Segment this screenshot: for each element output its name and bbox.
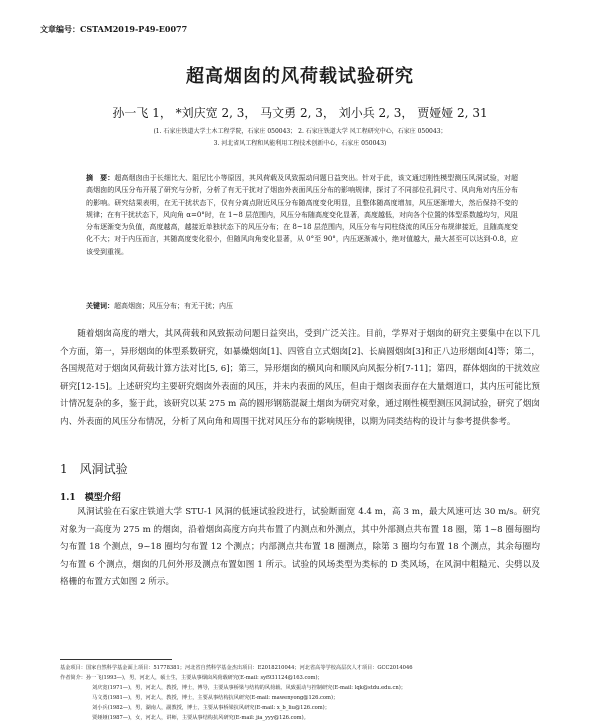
abstract-label: 摘 要： (86, 173, 115, 182)
section-number: 1 (60, 462, 68, 476)
subsection-heading (60, 490, 121, 503)
intro-paragraph: 随着烟囱高度的增大，其风荷载和风致振动问题日益突出，受到广泛关注。目前，学界对于烟囱的研究主要集中在以下几个方面，第一，异形烟囱的体型系数研究，如暴燥烟囱[1]、四管自立式烟囱[2]、长扁圆烟囱[3]和正八边形烟囱[4]等；第二，各国规范对于烟囱风荷载计算方法对比[5, 6]；第三，异形烟囱的横风向和顺风向风振分析[7-11]；第四，群体烟囱的干扰效应研究[12-15]。上述研究均主要研究烟囱外表面的风压，并未内表面的风压，但由于烟囱表面存在大量烟道口，其内压可能比预计情况复杂的多，鉴于此，该研究以某 275 m 高的圆形钢筋混凝土烟囱为研究对象，通过刚性模型测压风洞试验，研究了烟囱内、外表面的风压分布情况，分析了风向角和周围干扰对风压分布的影响规律，以期为同类结构的设计与参考提供参考。 (60, 329, 540, 427)
footnote-rule (60, 659, 172, 660)
abstract (86, 172, 518, 258)
keywords-label: 关键词： (86, 301, 114, 310)
section-heading (60, 460, 128, 477)
keywords (86, 301, 518, 311)
footnote-author-2: 刘庆宽(1971—)，男，河北人，教授，博士，博导，主要从事桥梁与结构的风荷载、风致振动与控制研究(E-mail: lqk@stdu.edu.cn)； (92, 685, 406, 691)
affiliation-line-2: 3. 河北省风工程和风能利用工程技术创新中心，石家庄 050043) (213, 140, 387, 147)
author-list: 孙一飞 1， *刘庆宽 2, 3， 马文勇 2, 3， 刘小兵 2, 3， 贾娅娅 2, 31 (112, 106, 488, 120)
section-title: 风洞试验 (79, 462, 128, 476)
abstract-text: 超高烟囱由于长细比大、阻尼比小等原因，其风荷载及风致振动问题日益突出。针对于此，该文通过刚性模型测压风洞试验，对超高烟囱的风压分布开展了研究与分析，分析了有无干扰对了烟囱外表面风压分布的影响规律，探讨了不同部位孔洞尺寸、风向角对内压分布的影响。研究结果表明，在无干扰状态下，仅有分离点附近风压分布随高度变化明显，且整体随高度增加，风压逐渐增大，然后保持不变的规律；在有干扰状态下，风向角 α=0°时，在 1~8 层范围内，风压分布随高度变化显著，高度越低，对向各个位置的体型系数越均匀，风阻分布逐渐变为负值，高度越高，越接近单独状态下的风压分布；在 8~18 层范围内，风压分布与同柱绕流的风压分布规律接近，且随高度变化不大；对于内压而言，其随高度变化很小，但随风向角变化显著，从 0°至 90°，内压逐渐减小，绝对值越大，最大甚至可以达到-0.8，应该受到重视。 (86, 174, 519, 256)
affiliation-line-1: (1. 石家庄铁道大学土木工程学院，石家庄 050043； 2. 石家庄铁道大学 风工程研究中心，石家庄 050043； (153, 128, 447, 135)
model-paragraph: 风洞试验在石家庄铁道大学 STU-1 风洞的低速试验段进行，试验断面宽 4.4 m，高 3 m，最大风速可达 30 m/s。研究对象为一高度为 275 m 的烟囱，沿着烟囱高度方向共布置了内测点和外测点，其中外部测点共布置 18 圈，第 1~8 圈每圈均匀布置 18 个测点，9~18 圈均匀布置 12 个测点；内部测点共布置 18 圈测点，除第 3 圈均匀布置 18 个测点，其余每圈均匀布置 6 个测点，烟囱的几何外形及测点布置如图 1 所示。试验的风场类型为类标的 D 类风场，在风洞中粗糙元、尖劈以及格栅的布置方式如图 2 所示。 (60, 507, 540, 587)
keywords-text: 超高烟囱；风压分布；有无干扰；内压 (114, 302, 233, 310)
paper-title: 超高烟囱的风荷载试验研究 (186, 66, 414, 87)
footnote-author-1: 作者简介：孙一飞(1993—)，男，河北人，硕士生，主要从事烟囱风荷载研究(E-mail: syf931124@163.com)； (60, 675, 323, 681)
article-number: 文章编号：CSTAM2019-P49-E0077 (40, 24, 188, 34)
footnote-author-3: 马文勇(1981—)，男，河北人，教授，博士，主要从事结构抗风研究(E-mail: mawenyong@126.com)； (92, 695, 339, 701)
subsection-title: 模型介绍 (84, 493, 121, 503)
footnote-funding: 基金项目：国家自然科学基金面上项目：51778381；河北省自然科学基金杰出项目：E2018210044；河北省高等学校高层次人才项目：GCC2014046 (60, 665, 413, 671)
footnote-author-5: 贾娅娅(1987—)，女，河北人，讲师，主要从事结构抗风研究(E-mail: jia_yyy@126.com)。 (92, 715, 309, 721)
footnote-author-4: 刘小兵(1982—)，男，湖南人，副教授，博士，主要从事桥梁抗风研究(E-mail: x_b_liu@126.com)； (92, 705, 330, 711)
subsection-number: 1.1 (60, 493, 76, 503)
